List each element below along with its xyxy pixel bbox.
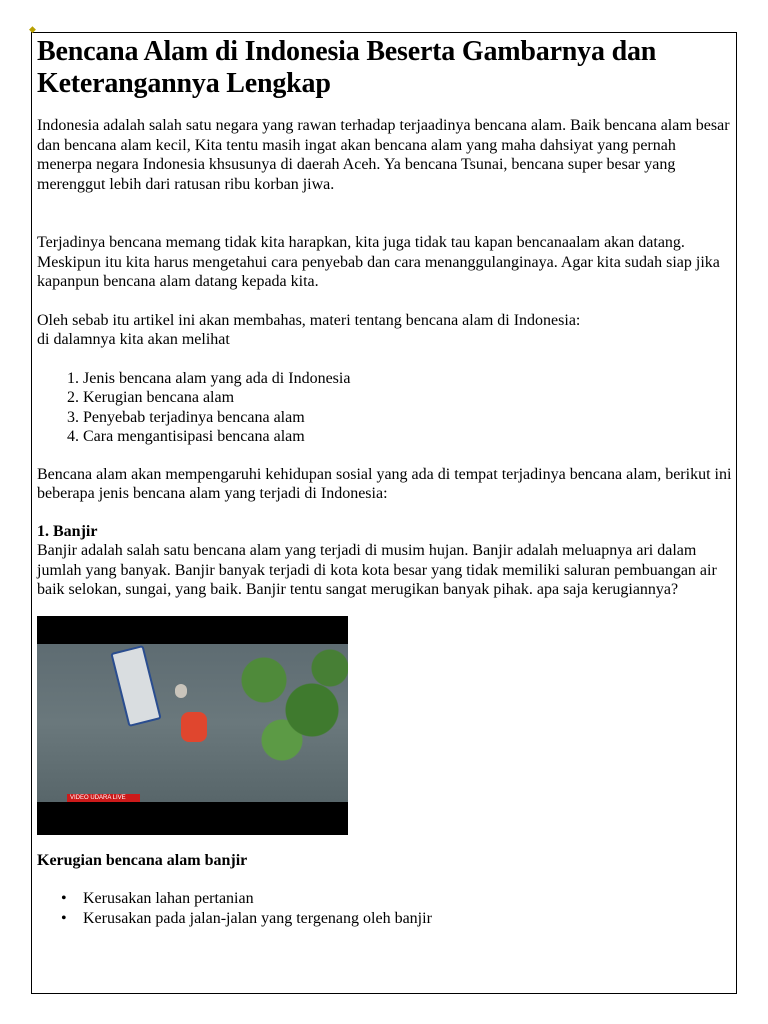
intro-paragraph: Indonesia adalah salah satu negara yang rawan terhadap terjaadinya bencana alam. Baik bencana alam besar dan bencana alam kecil, Kita tentu masih ingat akan bencana alam yang maha dahsiyat yang pernah menerpa negara Indonesia khsusunya di daerah Aceh. Ya bencana Tsunai, bencana super besar yang merenggut lebih dari ratusan ribu korban jiwa.	[37, 117, 730, 193]
rescue-boat-shape	[181, 712, 207, 742]
article-title: Bencana Alam di Indonesia Beserta Gambarnya dan Keterangannya Lengkap	[37, 36, 657, 99]
third-paragraph: Oleh sebab itu artikel ini akan membahas, materi tentang bencana alam di Indonesia:	[37, 311, 581, 329]
annotation-marker-icon: ◆	[29, 24, 36, 34]
toc-item: 4. Cara mengantisipasi bencana alam	[83, 427, 733, 447]
news-ticker	[37, 794, 348, 802]
toc-item: 1. Jenis bencana alam yang ada di Indonesia	[83, 369, 733, 389]
article-content	[37, 36, 733, 928]
section-heading-banjir: 1. Banjir	[37, 522, 98, 540]
person-shape	[175, 684, 187, 698]
flood-news-image	[37, 616, 348, 835]
banjir-paragraph: Banjir adalah salah satu bencana alam yang terjadi di musim hujan. Banjir adalah meluapnya ari dalam jumlah yang banyak. Banjir banyak terjadi di kota kota besar yang tidak memiliki saluran pembuangan air baik selokan, sungai, yang baik. Banjir tentu sangat merugikan banyak pihak. apa saja kerugiannya?	[37, 542, 717, 598]
losses-heading: Kerugian bencana alam banjir	[37, 851, 248, 869]
toc-item: 3. Penyebab terjadinya bencana alam	[83, 408, 733, 428]
fourth-paragraph: Bencana alam akan mempengaruhi kehidupan sosial yang ada di tempat terjadinya bencana alam, berikut ini beberapa jenis bencana alam yang terjadi di Indonesia:	[37, 465, 732, 502]
table-of-contents	[37, 369, 733, 447]
losses-list	[37, 889, 733, 928]
toc-item: 2. Kerugian bencana alam	[83, 388, 733, 408]
list-item: • Kerusakan pada jalan-jalan yang tergenang oleh banjir	[83, 909, 733, 929]
bus-shape	[110, 645, 161, 727]
flood-scene	[37, 644, 348, 802]
third-paragraph-continued: di dalamnya kita akan melihat	[37, 331, 230, 348]
second-paragraph: Terjadinya bencana memang tidak kita harapkan, kita juga tidak tau kapan bencanaalam akan datang. Meskipun itu kita harus mengetahui cara penyebab dan cara menanggulanginaya. Agar kita sudah siap jika kapanpun bencana alam datang kepada kita.	[37, 234, 720, 290]
live-label: VIDEO UDARA LIVE	[67, 794, 140, 802]
list-item: • Kerusakan lahan pertanian	[83, 889, 733, 909]
trees-shape	[228, 644, 348, 764]
